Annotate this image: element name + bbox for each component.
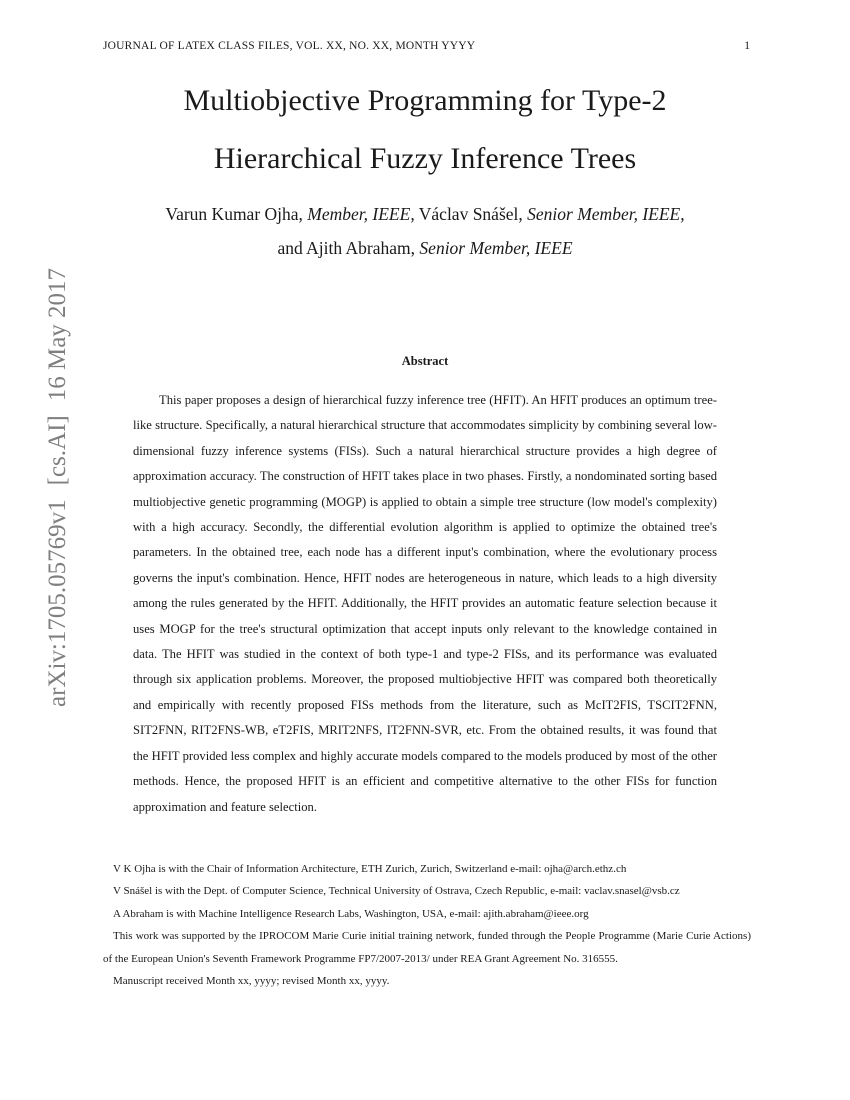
abstract-heading: Abstract: [401, 354, 449, 368]
footnote-snasel: V Snášel is with the Dept. of Computer Science, Technical University of Ostrava, Czech Republic, e-mail: vaclav.snasel@vsb.cz: [113, 885, 680, 898]
arxiv-category: [cs.AI]: [44, 415, 71, 486]
page-number: 1: [744, 40, 750, 52]
author-line-1: [0, 204, 850, 225]
footnotes: [103, 858, 751, 992]
footnote-manuscript: Manuscript received Month xx, yyyy; revised Month xx, yyyy.: [113, 975, 390, 988]
abstract-body: This paper proposes a design of hierarchical fuzzy inference tree (HFIT). An HFIT produces an optimum tree-like structure. Specifically, a natural hierarchical structure that accommodates simplicity by combining several low-dimensional fuzzy inference systems (FISs). Such a natural hierarchical structure provides a high degree of approximation accuracy. The construction of HFIT takes place in two phases. Firstly, a nondominated sorting based multiobjective genetic programming (MOGP) is applied to obtain a simple tree structure (low model's complexity) with a high accuracy. Secondly, the differential evolution algorithm is applied to optimize the obtained tree's parameters. In the obtained tree, each node has a different input's combination, where the evolutionary process governs the input's combination. Hence, HFIT nodes are heterogeneous in nature, which leads to a high diversity among the rules generated by the HFIT. Additionally, the HFIT provides an automatic feature selection because it uses MOGP for the tree's structural optimization that accept inputs only relevant to the knowledge contained in data. The HFIT was studied in the context of both type-1 and type-2 FISs, and its performance was evaluated through six application problems. Moreover, the proposed multiobjective HFIT was compared both theoretically and empirically with recently proposed FISs methods from the literature, such as McIT2FIS, TSCIT2FNN, SIT2FNN, RIT2FNS-WB, eT2FIS, MRIT2NFS, IT2FNN-SVR, etc. From the obtained results, it was found that the HFIT provided less complex and highly accurate models compared to the models produced by most of the other methods. Hence, the proposed HFIT is an efficient and competitive alternative to the other FISs for function approximation and feature selection.: [133, 393, 717, 814]
author-ojha-name: Varun Kumar Ojha,: [165, 204, 303, 224]
author-line-2: [0, 238, 850, 259]
author-snasel-name: Václav Snášel,: [418, 204, 523, 224]
author-abraham-role: Senior Member, IEEE: [419, 238, 573, 258]
author-abraham-name: and Ajith Abraham,: [277, 238, 416, 258]
arxiv-date: 16 May 2017: [44, 267, 71, 402]
author-snasel-role: Senior Member, IEEE,: [527, 204, 685, 224]
arxiv-id: arXiv:1705.05769v1: [44, 499, 71, 707]
footnote-funding: This work was supported by the IPROCOM Marie Curie initial training network, funded through the People Programme (Marie Curie Actions) of the European Union's Seventh Framework Programme FP7/2007-2013/ under REA Grant Agreement No. 316555.: [103, 930, 751, 965]
paper-title-line-1: Multiobjective Programming for Type-2: [183, 84, 667, 117]
author-ojha-role: Member, IEEE,: [307, 204, 415, 224]
running-header: JOURNAL OF LATEX CLASS FILES, VOL. XX, NO. XX, MONTH YYYY: [103, 40, 476, 52]
footnote-abraham: A Abraham is with Machine Intelligence Research Labs, Washington, USA, e-mail: ajith.abraham@ieee.org: [113, 907, 589, 920]
footnote-ojha: V K Ojha is with the Chair of Information Architecture, ETH Zurich, Zurich, Switzerland e-mail: ojha@arch.ethz.ch: [113, 863, 627, 875]
paper-title-line-2: Hierarchical Fuzzy Inference Trees: [213, 142, 637, 175]
